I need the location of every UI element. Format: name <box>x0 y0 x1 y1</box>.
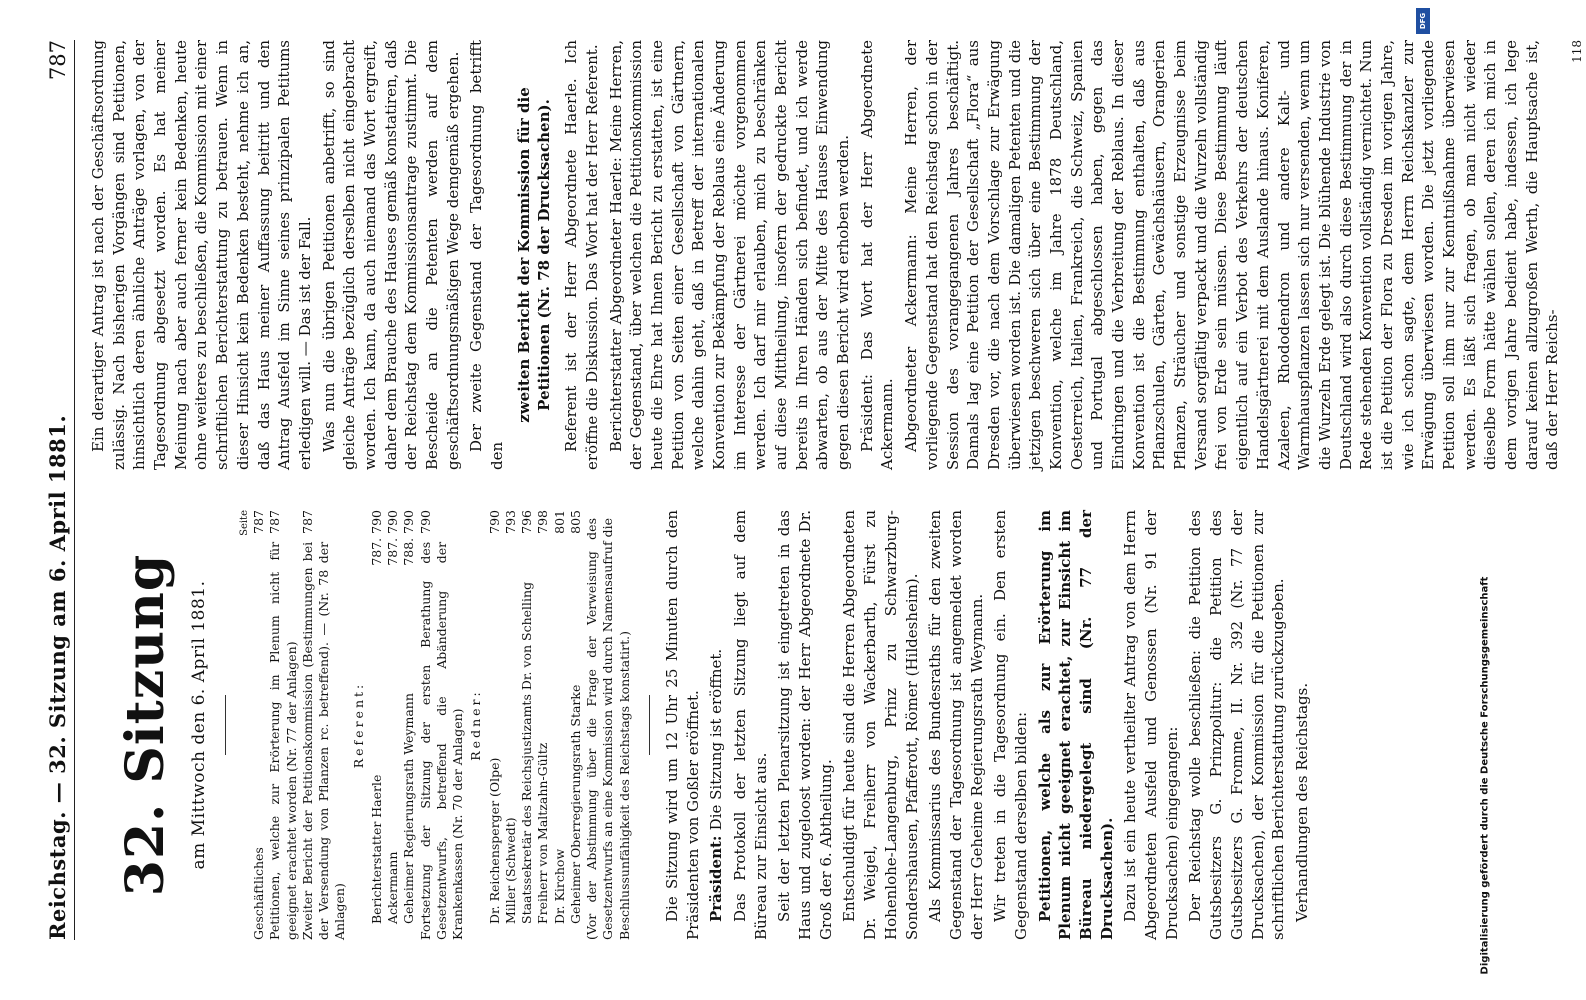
body-paragraph <box>706 510 727 940</box>
body-paragraph <box>925 510 987 940</box>
digitization-note <box>1416 0 1491 1000</box>
page-header-title: Reichstag. — 32. Sitzung am 6. April 1881. <box>45 414 70 940</box>
toc-row <box>251 510 267 940</box>
toc-entry-text: Freiherr von Maltzahn-Gültz <box>535 742 551 924</box>
toc-entry-text: Geheimer Oberregierungsrath Starke <box>567 684 583 924</box>
toc-entry-page: 801 <box>551 510 567 534</box>
toc-entry-text: Dr. Reichensperger (Olpe) <box>486 757 502 924</box>
session-date: am Mittwoch den 6. April 1881. <box>188 580 209 870</box>
toc-row <box>519 510 535 940</box>
digitization-note-text: Digitalisierung gefördert durch die Deutsche Forschungsgemeinschaft <box>1479 576 1491 975</box>
paragraph-text: Verhandlungen des Reichstags. <box>1292 682 1311 922</box>
signature-mark: 118 <box>1570 40 1585 63</box>
toc-entry-text: Miller (Schwedt) <box>502 817 518 924</box>
left-column <box>88 510 1402 940</box>
paragraph-text: Wir treten in die Tagesordnung ein. Den ersten Gegenstand derselben bilden: <box>991 510 1030 940</box>
toc-row <box>385 510 401 940</box>
body-paragraph <box>1120 510 1182 940</box>
toc-entry-text: Geheimer Regierungsrath Weymann <box>401 693 417 924</box>
body-paragraph <box>990 510 1031 940</box>
toc-entry-page: 793 <box>502 510 518 534</box>
body-paragraph: Abgeordneter Ackermann: Meine Herren, der vorliegende Gegenstand hat den Reichstag schon in der Session des vorangegangenen Jahres beschäftigt. Damals lag eine Petition der Gesellschaft „Flora“ aus Dresden vor, die nach dem Vorschlage zur Erwägung überwiesen worden ist. Die damaligen Petenten und die jetzigen beschweren sich über eine Bestimmung der Konvention, welche im Jahre 1878 Deutschland, Oesterreich, Italien, Frankreich, die Schweiz, Spanien und Portugal abgeschlossen haben, gegen das Eindringen und die Verbreitung der Reblaus. In dieser Konvention ist die Bestimmung enthalten, daß aus Pflanzschulen, Gärten, Gewächshäusern, Orangerien Pflanzen, Sträucher und sonstige Erzeugnisse beim Versand sorgfältig verpackt und die Wurzeln vollständig frei von Erde sein müssen. Diese Bestimmung läuft eigentlich auf ein Verbot des Verkehrs der deutschen Handelsgärtnerei mit dem Auslande hinaus. Koniferen, Azaleen, Rhododendron und andere Kalt- und Warmhauspflanzen lassen sich nur versenden, wenn um die Wurzeln Erde gelegt ist. Die blühende Industrie von Deutschland wird also durch diese Bestimmung der in Rede stehenden Konvention vollständig vernichtet. Nun ist die Petition der Flora zu Dresden im vorigen Jahre, wie ich schon sagte, dem Herrn Reichskanzler zur Erwägung überwiesen worden. Die jetzt vorliegende Petition soll ihm nur zur Kenntnißnahme überwiesen werden. Es läßt sich fragen, ob man nicht wieder dieselbe Form hätte wählen sollen, deren ich mich in dem vorigen Jahre bedient habe, indessen, ich lege darauf keinen allzugroßen Werth, die Hauptsache ist, daß der Herr Reichs- <box>902 40 1562 470</box>
body-paragraph <box>730 510 771 940</box>
toc-seite-label: Seite <box>239 510 251 536</box>
divider <box>649 695 650 755</box>
toc-entry-text: Geschäftliches <box>251 847 267 940</box>
toc-row <box>552 510 568 940</box>
toc-entry-page: 787. 790 <box>385 510 401 566</box>
toc-entry-text: (Vor der Abstimmung über die Frage der Verweisung des Gesetzentwurfs an eine Kommission wird durch Namensaufruf die Beschlussunfähigkeit des Reichstags konstatirt.) <box>584 518 632 940</box>
divider <box>225 695 226 755</box>
toc-entry-page: 787. 790 <box>368 510 384 566</box>
paragraph-text: Seit der letzten Plenarsitzung ist eingetreten in das Haus und zugeloost worden: der Herr Abgeordnete Dr. Groß der 6. Abtheilung. <box>775 510 835 940</box>
toc-row <box>487 510 503 940</box>
toc-entry-page: 805 <box>567 510 583 534</box>
toc-entry-page: 790 <box>486 510 502 534</box>
body-paragraph: Der zweite Gegenstand der Tagesordnung betrifft den <box>467 40 507 470</box>
right-body <box>88 40 1563 470</box>
toc-row <box>584 510 633 940</box>
toc-entry-text: Zweiter Bericht der Petitionskommission (Bestimmungen bei der Versendung von Pflanzen rc. betreffend). — (Nr. 78 der Anlagen) <box>299 541 348 940</box>
toc-entry-text: Berichterstatter Haerle <box>368 774 384 924</box>
toc-row <box>300 510 349 940</box>
paragraph-text: Petitionen, welche als zur Erörterung im Plenum nicht geeignet erachtet, zur Einsicht im Büreau niedergelegt sind (Nr. 77 der Drucksachen). <box>1035 510 1116 940</box>
body-paragraph <box>1185 510 1288 940</box>
toc-row <box>535 510 551 940</box>
paragraph-text: Entschuldigt für heute sind die Herren Abgeordneten Dr. Weigel, Freiherr von Wackerbarth, Fürst zu Hohenlohe-Langenburg, Prinz zu Schwarzburg-Sondershausen, Pfafferott, Römer (Hildesheim). <box>840 510 921 940</box>
toc-entry-page: 796 <box>519 510 535 534</box>
paragraph-text: Dazu ist ein heute vertheilter Antrag von dem Herrn Abgeordneten Ausfeld und Genossen (Nr. 91 der Drucksachen) eingegangen: <box>1121 510 1181 940</box>
toc-entry-text: Ackermann <box>385 851 401 924</box>
body-paragraph <box>1292 510 1313 940</box>
body-paragraph <box>1035 510 1118 940</box>
page-number: 787 <box>46 40 70 81</box>
body-paragraph: Präsident: Das Wort hat der Herr Abgeordnete Ackermann. <box>857 40 897 470</box>
toc-section-label: Redner: <box>468 689 484 761</box>
toc-entry-page: 787 <box>251 510 267 534</box>
body-paragraph <box>662 510 703 940</box>
paragraph-text: Die Sitzung wird um 12 Uhr 25 Minuten durch den Präsidenten von Goßler eröffnet. <box>662 510 702 940</box>
body-paragraph: Berichterstatter Abgeordneter Haerle: Meine Herren, der Gegenstand, über welchen die Petitionskommission heute die Ehre hat Ihnen Bericht zu erstatten, ist eine Petition von Seiten einer Gesellschaft von Gärtnern, welche dahin geht, daß in Betreff der internationalen Konvention zur Bekämpfung der Reblaus eine Änderung im Interesse der Gärtnerei möchte vorgenommen werden. Ich darf mir erlauben, mich zu beschränken auf diese Mittheilung, insofern der gedruckte Bericht bereits in Ihren Händen sich befindet, und ich werde abwarten, ob aus der Mitte des Hauses Einwendung gegen diesen Bericht wird erhoben werden. <box>606 40 853 470</box>
body-paragraph <box>774 510 836 940</box>
toc-entry-page: 798 <box>535 510 551 534</box>
paragraph-text: Das Protokoll der letzten Sitzung liegt auf dem Büreau zur Einsicht aus. <box>731 510 770 940</box>
body-paragraph: Ein derartiger Antrag ist nach der Geschäftsordnung zulässig. Nach bisherigen Vorgängen sind Petitionen, hinsichtlich deren ähnliche Anträge vorlagen, von der Tagesordnung abgesetzt worden. Es hat meiner Meinung nach aber auch ferner kein Bedenken, heute ohne weiteres zu beschließen, die Kommission mit einer schriftlichen Berichterstattung zu betrauen. Wenn in dieser Hinsicht kein Bedenken besteht, nehme ich an, daß das Haus meiner Auffassung beitritt und den Antrag Ausfeld im Sinne seines prinzipalen Petitums erledigen will. — Das ist der Fall. <box>89 40 314 470</box>
toc-entry-page: 787 <box>299 510 315 534</box>
right-column <box>88 40 1585 470</box>
body-paragraph <box>839 510 922 940</box>
toc-entry-text: Petitionen, welche zur Erörterung im Plenum nicht für geeignet erachtet worden (Nr. 77 der Anlagen) <box>267 541 299 940</box>
toc-row <box>418 510 467 940</box>
dfg-logo-text: DFG <box>1419 12 1427 30</box>
toc-entry-page: 790 <box>417 510 433 534</box>
toc-entry-text: Fortsetzung der Sitzung der ersten Berathung des Gesetzentwurfs, betreffend die Abänderung der Krankenkassen (Nr. 70 der Anlagen) <box>417 541 466 940</box>
toc-entry-text: Dr. Kirchow <box>551 848 567 924</box>
body-paragraph: Referent ist der Herr Abgeordnete Haerle. Ich eröffne die Diskussion. Das Wort hat der Herr Referent. <box>562 40 601 470</box>
toc-row <box>369 510 385 940</box>
paragraph-text: Der Reichstag wolle beschließen: die Petition des Gutsbesitzers G. Prinzpolitur: die Petition des Gutsbesitzers G. Fromme, II. Nr. 392 (Nr. 77 der Drucksachen), der Kommission für die Petitionen zur schriftlichen Berichterstattung zurückzugeben. <box>1186 510 1288 940</box>
toc-row <box>401 510 417 940</box>
toc-row <box>267 510 300 940</box>
toc-entry-page: 788. 790 <box>401 510 417 566</box>
body-paragraph: Was nun die übrigen Petitionen anbetrifft, so sind gleiche Anträge bezüglich derselben nicht eingebracht worden. Ich kann, da auch niemand das Wort ergreift, daher dem Brauche des Hauses gemäß konstatiren, daß der Reichstag dem Kommissionsantrage zustimmt. Die Bescheide an die Petenten werden auf dem geschäftsordnungsmäßigen Wege demgemäß ergehen. <box>319 40 462 470</box>
table-of-contents <box>238 510 633 940</box>
toc-entry-page: 787 <box>267 510 283 534</box>
paragraph-text: Als Kommissarius des Bundesraths für den zweiten Gegenstand der Tagesordnung ist angemeldet worden der Herr Geheime Regierungsrath Weymann. <box>926 510 986 940</box>
paragraph-text: Die Sitzung ist eröffnet. <box>707 648 726 831</box>
toc-row <box>503 510 519 940</box>
page-header <box>20 40 75 940</box>
toc-entry-text: Staatssekretär des Reichsjustizamts Dr. von Schelling <box>519 581 535 924</box>
speaker-label: Präsident: <box>707 830 726 922</box>
section-heading: zweiten Bericht der Kommission für die Petitionen (Nr. 78 der Drucksachen). <box>514 87 554 423</box>
toc-section-label: Referent: <box>350 681 366 769</box>
toc-row <box>568 510 584 940</box>
left-body <box>662 510 1313 940</box>
session-title: 32. Sitzung <box>115 553 176 897</box>
